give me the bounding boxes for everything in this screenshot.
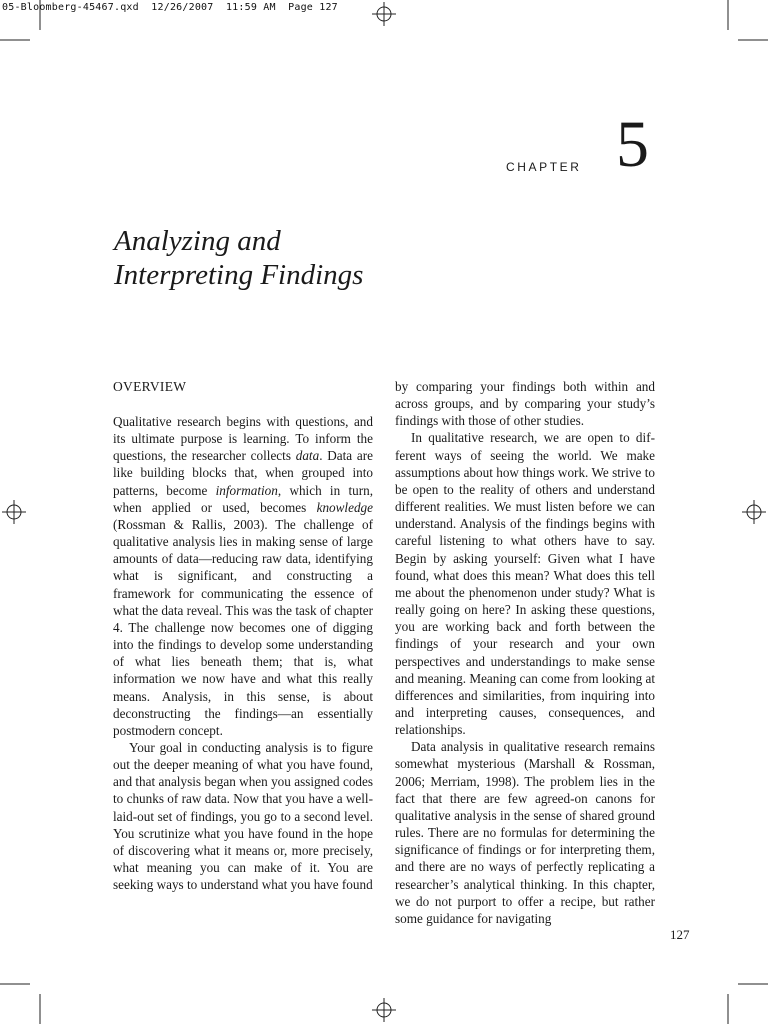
- registration-mark-left: [2, 500, 26, 524]
- registration-mark-right: [742, 500, 766, 524]
- section-heading: OVERVIEW: [113, 379, 187, 394]
- file-slug: 05-Bloomberg-45467.qxd 12/26/2007 11:59 AM Page 127: [2, 2, 338, 13]
- left-column: [113, 378, 373, 893]
- paragraph: In qualitative research, we are open to different ways of seeing the world. We make assumptions about how things work. We strive to be open to the reality of others and understand different realities. We must listen before we can understand. Analysis of the findings begins with careful listening to what others have to say. Begin by asking yourself: Given what I have found, what does this mean? What does this tell me about the phenomenon under study? What is really going on here? In asking these questions, you are working back and forth between the findings of your research and your own perspectives and understandings to make sense and meaning. Meaning can come from looking at differences and similarities, from inquiring into and interpreting causes, consequences, and relationships.: [395, 430, 656, 738]
- page-number: 127: [670, 927, 690, 942]
- chapter-title-line-2: Interpreting Findings: [114, 259, 364, 291]
- registration-mark-top: [372, 2, 396, 26]
- paragraph: Qualitative research begins with questions, and its ultimate purpose is learning. To inform the questions, the researcher collects data. Data are like building blocks that, when grouped into patterns, become information, which in turn, when applied or used, becomes knowledge (Rossman & Rallis, 2003). The challenge of qualitative analysis lies in making sense of large amounts of data—reducing raw data, identifying what is significant, and constructing a framework for communicating the essence of what the data reveal. This was the task of chapter 4. The challenge now becomes one of digging into the findings to develop some understanding of what lies beneath them; that is, what information we now have and what this really means. Analysis, in this sense, is about deconstructing the findings—an essentially postmodern concept.: [113, 414, 374, 738]
- chapter-number: 5: [616, 108, 649, 181]
- registration-mark-bottom: [372, 998, 396, 1022]
- paragraph: Your goal in conducting analysis is to figure out the deeper meaning of what you have found, and that analysis began when you assigned codes to chunks of raw data. Now that you have a well-laid-out set of findings, you go to a second level. You scrutinize what you have found in the hope of discovering what it means or, more precisely, what meaning you can make of it. You are seeking ways to understand what you have found: [113, 739, 373, 893]
- paragraph: by comparing your findings both within and across groups, and by comparing your study’s findings with those of other studies.: [395, 379, 655, 429]
- right-column: [395, 378, 655, 927]
- chapter-title-line-1: Analyzing and: [114, 225, 281, 257]
- chapter-title: [114, 224, 634, 292]
- paragraph: Data analysis in qualitative research remains somewhat mysterious (Marshall & Rossman, 2006; Merriam, 1998). The problem lies in the fact that there are few agreed-on canons for qualitative analysis in the sense of shared ground rules. There are no formulas for determining the significance of findings or for interpreting them, and there are no ways of perfectly replicating a researcher’s analytical thinking. In this chapter, we do not purport to offer a recipe, but rather some guidance for navigating: [395, 739, 655, 926]
- chapter-label: CHAPTER: [506, 160, 582, 174]
